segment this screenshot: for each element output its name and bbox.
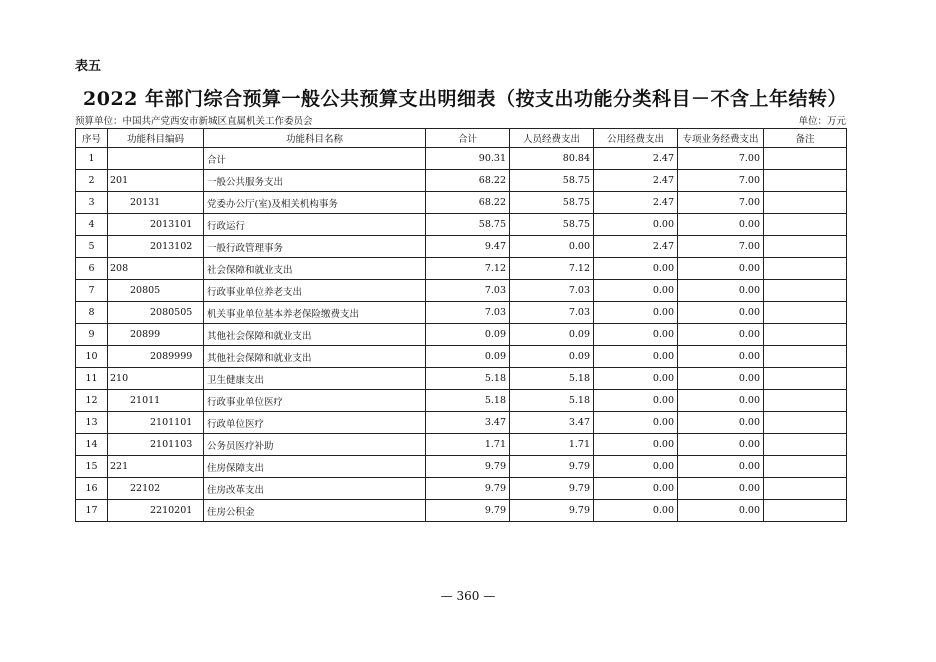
row-no: 17 bbox=[76, 500, 108, 522]
row-name: 公务员医疗补助 bbox=[204, 434, 426, 456]
row-public: 0.00 bbox=[594, 412, 678, 434]
row-total: 58.75 bbox=[426, 214, 510, 236]
row-note bbox=[764, 214, 847, 236]
row-no: 14 bbox=[76, 434, 108, 456]
row-personnel: 9.79 bbox=[510, 456, 594, 478]
row-code: 2080505 bbox=[108, 302, 204, 324]
row-name: 其他社会保障和就业支出 bbox=[204, 346, 426, 368]
row-code: 2101103 bbox=[108, 434, 204, 456]
row-personnel: 5.18 bbox=[510, 368, 594, 390]
row-code: 20805 bbox=[108, 280, 204, 302]
row-code: 2013102 bbox=[108, 236, 204, 258]
row-note bbox=[764, 280, 847, 302]
row-public: 0.00 bbox=[594, 346, 678, 368]
row-personnel: 7.03 bbox=[510, 280, 594, 302]
row-personnel: 0.09 bbox=[510, 324, 594, 346]
row-name: 合计 bbox=[204, 148, 426, 170]
table-row bbox=[76, 258, 847, 280]
row-personnel: 58.75 bbox=[510, 170, 594, 192]
table-row bbox=[76, 324, 847, 346]
row-special: 0.00 bbox=[678, 368, 764, 390]
row-code bbox=[108, 148, 204, 170]
row-total: 9.79 bbox=[426, 456, 510, 478]
table-row bbox=[76, 170, 847, 192]
row-personnel: 9.79 bbox=[510, 478, 594, 500]
row-code: 20131 bbox=[108, 192, 204, 214]
row-note bbox=[764, 434, 847, 456]
row-name: 党委办公厅(室)及相关机构事务 bbox=[204, 192, 426, 214]
row-name: 行政运行 bbox=[204, 214, 426, 236]
table-row bbox=[76, 478, 847, 500]
row-no: 4 bbox=[76, 214, 108, 236]
row-code: 2013101 bbox=[108, 214, 204, 236]
row-public: 0.00 bbox=[594, 214, 678, 236]
table-row bbox=[76, 412, 847, 434]
table-row bbox=[76, 434, 847, 456]
row-note bbox=[764, 346, 847, 368]
row-name: 行政事业单位医疗 bbox=[204, 390, 426, 412]
row-public: 0.00 bbox=[594, 456, 678, 478]
header-name: 功能科目名称 bbox=[204, 129, 426, 148]
row-total: 9.47 bbox=[426, 236, 510, 258]
header-code: 功能科目编码 bbox=[108, 129, 204, 148]
row-personnel: 58.75 bbox=[510, 214, 594, 236]
row-note bbox=[764, 390, 847, 412]
row-special: 0.00 bbox=[678, 214, 764, 236]
row-no: 7 bbox=[76, 280, 108, 302]
table-row bbox=[76, 390, 847, 412]
table-row bbox=[76, 280, 847, 302]
row-total: 7.03 bbox=[426, 280, 510, 302]
table-row bbox=[76, 368, 847, 390]
row-public: 0.00 bbox=[594, 280, 678, 302]
table-label: 表五 bbox=[75, 59, 102, 74]
row-name: 机关事业单位基本养老保险缴费支出 bbox=[204, 302, 426, 324]
row-total: 9.79 bbox=[426, 478, 510, 500]
row-no: 8 bbox=[76, 302, 108, 324]
row-code: 2089999 bbox=[108, 346, 204, 368]
page-title: 2022 年部门综合预算一般公共预算支出明细表（按支出功能分类科目－不含上年结转） bbox=[83, 88, 847, 110]
row-note bbox=[764, 170, 847, 192]
row-no: 12 bbox=[76, 390, 108, 412]
row-code: 20899 bbox=[108, 324, 204, 346]
header-public: 公用经费支出 bbox=[594, 129, 678, 148]
row-no: 3 bbox=[76, 192, 108, 214]
row-public: 0.00 bbox=[594, 390, 678, 412]
row-special: 0.00 bbox=[678, 324, 764, 346]
row-name: 卫生健康支出 bbox=[204, 368, 426, 390]
row-total: 0.09 bbox=[426, 324, 510, 346]
row-no: 13 bbox=[76, 412, 108, 434]
row-public: 0.00 bbox=[594, 434, 678, 456]
row-special: 0.00 bbox=[678, 456, 764, 478]
row-total: 3.47 bbox=[426, 412, 510, 434]
row-name: 住房改革支出 bbox=[204, 478, 426, 500]
row-personnel: 0.09 bbox=[510, 346, 594, 368]
row-no: 2 bbox=[76, 170, 108, 192]
table-row bbox=[76, 456, 847, 478]
row-name: 其他社会保障和就业支出 bbox=[204, 324, 426, 346]
row-special: 7.00 bbox=[678, 236, 764, 258]
row-public: 0.00 bbox=[594, 478, 678, 500]
header-personnel: 人员经费支出 bbox=[510, 129, 594, 148]
row-total: 1.71 bbox=[426, 434, 510, 456]
row-no: 10 bbox=[76, 346, 108, 368]
row-special: 0.00 bbox=[678, 346, 764, 368]
row-note bbox=[764, 324, 847, 346]
row-public: 0.00 bbox=[594, 368, 678, 390]
row-public: 0.00 bbox=[594, 500, 678, 522]
row-name: 一般行政管理事务 bbox=[204, 236, 426, 258]
table-row bbox=[76, 148, 847, 170]
row-special: 0.00 bbox=[678, 280, 764, 302]
row-total: 68.22 bbox=[426, 192, 510, 214]
row-name: 住房保障支出 bbox=[204, 456, 426, 478]
row-total: 7.12 bbox=[426, 258, 510, 280]
budget-unit: 预算单位：中国共产党西安市新城区直属机关工作委员会 bbox=[75, 116, 313, 127]
row-name: 行政事业单位养老支出 bbox=[204, 280, 426, 302]
row-total: 9.79 bbox=[426, 500, 510, 522]
row-no: 9 bbox=[76, 324, 108, 346]
row-personnel: 1.71 bbox=[510, 434, 594, 456]
row-special: 0.00 bbox=[678, 412, 764, 434]
row-personnel: 3.47 bbox=[510, 412, 594, 434]
row-special: 7.00 bbox=[678, 170, 764, 192]
table-row bbox=[76, 236, 847, 258]
row-public: 2.47 bbox=[594, 192, 678, 214]
row-code: 210 bbox=[108, 368, 204, 390]
page-number: — 360 — bbox=[440, 589, 496, 603]
row-no: 5 bbox=[76, 236, 108, 258]
row-note bbox=[764, 478, 847, 500]
row-special: 0.00 bbox=[678, 500, 764, 522]
header-special: 专项业务经费支出 bbox=[678, 129, 764, 148]
row-public: 0.00 bbox=[594, 324, 678, 346]
row-no: 16 bbox=[76, 478, 108, 500]
row-public: 0.00 bbox=[594, 302, 678, 324]
budget-table bbox=[75, 128, 847, 522]
row-code: 208 bbox=[108, 258, 204, 280]
row-note bbox=[764, 148, 847, 170]
row-total: 0.09 bbox=[426, 346, 510, 368]
row-note bbox=[764, 258, 847, 280]
money-unit: 单位：万元 bbox=[798, 116, 846, 127]
row-special: 7.00 bbox=[678, 148, 764, 170]
row-personnel: 7.12 bbox=[510, 258, 594, 280]
row-note bbox=[764, 412, 847, 434]
row-special: 0.00 bbox=[678, 434, 764, 456]
row-name: 一般公共服务支出 bbox=[204, 170, 426, 192]
row-personnel: 5.18 bbox=[510, 390, 594, 412]
header-row bbox=[76, 129, 847, 148]
unit-row bbox=[75, 113, 846, 127]
header-total: 合计 bbox=[426, 129, 510, 148]
row-personnel: 0.00 bbox=[510, 236, 594, 258]
row-note bbox=[764, 368, 847, 390]
row-code: 201 bbox=[108, 170, 204, 192]
row-code: 221 bbox=[108, 456, 204, 478]
header-note: 备注 bbox=[764, 129, 847, 148]
row-special: 0.00 bbox=[678, 258, 764, 280]
row-public: 2.47 bbox=[594, 148, 678, 170]
row-no: 15 bbox=[76, 456, 108, 478]
row-special: 0.00 bbox=[678, 478, 764, 500]
row-personnel: 80.84 bbox=[510, 148, 594, 170]
table-row bbox=[76, 500, 847, 522]
row-note bbox=[764, 236, 847, 258]
header-no: 序号 bbox=[76, 129, 108, 148]
row-total: 68.22 bbox=[426, 170, 510, 192]
row-public: 0.00 bbox=[594, 258, 678, 280]
table-row bbox=[76, 192, 847, 214]
row-special: 0.00 bbox=[678, 302, 764, 324]
row-note bbox=[764, 500, 847, 522]
row-code: 2210201 bbox=[108, 500, 204, 522]
row-total: 90.31 bbox=[426, 148, 510, 170]
row-code: 22102 bbox=[108, 478, 204, 500]
row-name: 社会保障和就业支出 bbox=[204, 258, 426, 280]
row-public: 2.47 bbox=[594, 170, 678, 192]
row-personnel: 7.03 bbox=[510, 302, 594, 324]
row-total: 7.03 bbox=[426, 302, 510, 324]
row-code: 21011 bbox=[108, 390, 204, 412]
row-note bbox=[764, 456, 847, 478]
row-note bbox=[764, 192, 847, 214]
row-name: 行政单位医疗 bbox=[204, 412, 426, 434]
row-public: 2.47 bbox=[594, 236, 678, 258]
row-no: 11 bbox=[76, 368, 108, 390]
table-row bbox=[76, 302, 847, 324]
row-personnel: 58.75 bbox=[510, 192, 594, 214]
row-personnel: 9.79 bbox=[510, 500, 594, 522]
table-body bbox=[76, 148, 847, 522]
row-no: 6 bbox=[76, 258, 108, 280]
table-row bbox=[76, 214, 847, 236]
table-row bbox=[76, 346, 847, 368]
row-name: 住房公积金 bbox=[204, 500, 426, 522]
row-special: 0.00 bbox=[678, 390, 764, 412]
row-total: 5.18 bbox=[426, 390, 510, 412]
row-note bbox=[764, 302, 847, 324]
row-no: 1 bbox=[76, 148, 108, 170]
row-code: 2101101 bbox=[108, 412, 204, 434]
row-total: 5.18 bbox=[426, 368, 510, 390]
row-special: 7.00 bbox=[678, 192, 764, 214]
